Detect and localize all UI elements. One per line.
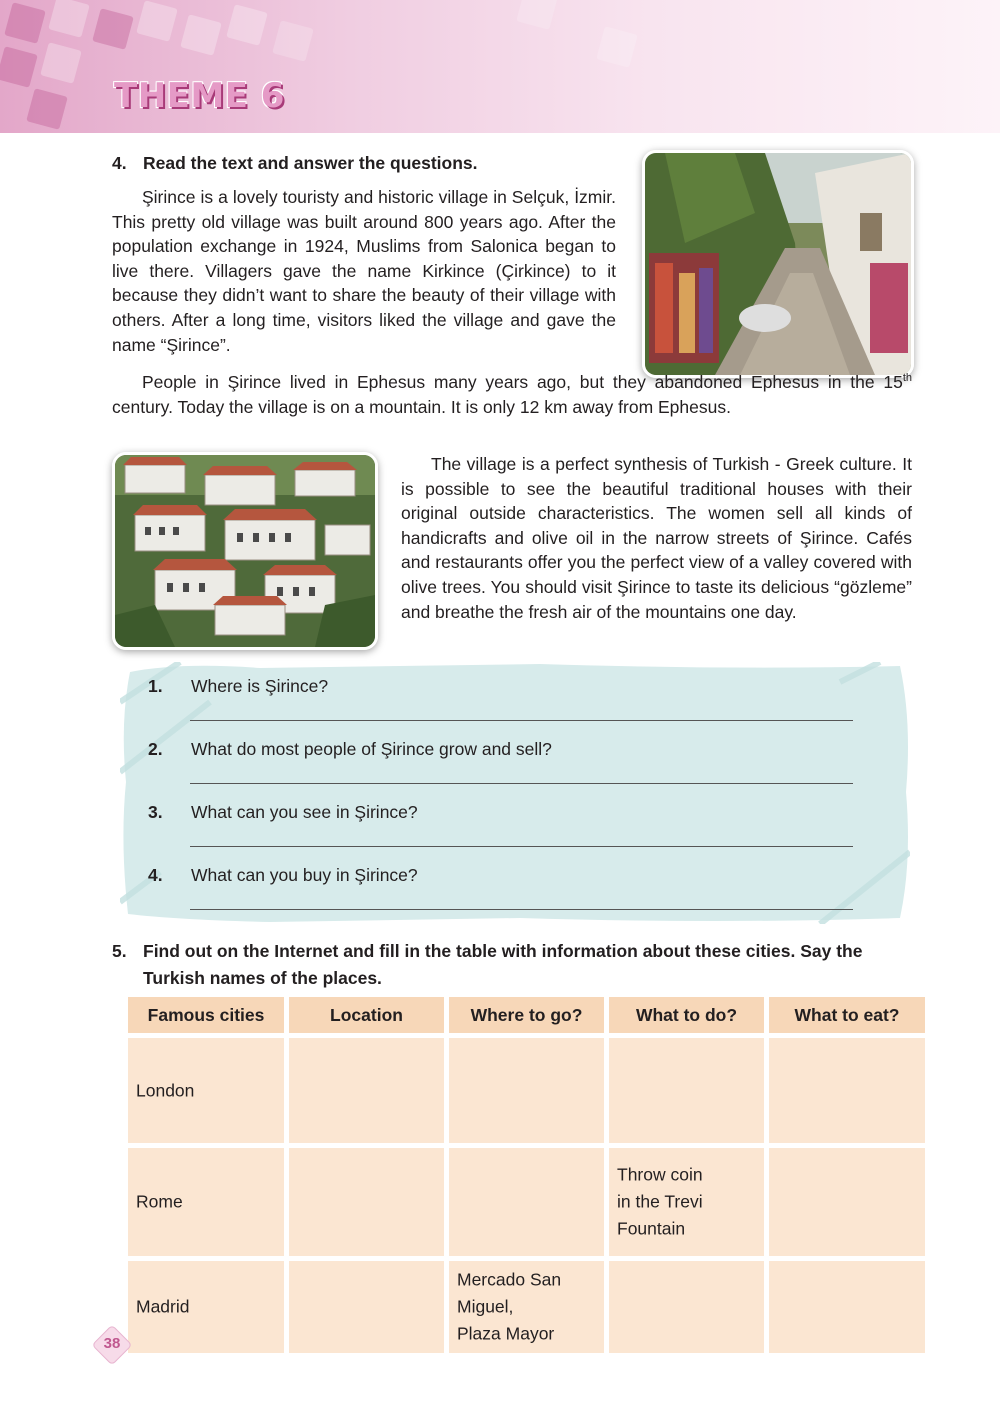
paragraph-3: The village is a perfect synthesis of Turkish - Greek culture. It is possible to see the beautiful traditional houses with their original outside characteristics. The women sell all kinds of handicrafts and olive oil in the narrow streets of Şirince. Cafés and restaurants offer you the perfect view of a valley covered with olive trees. You should visit Şirince to taste its delicious “gözleme” and breathe the fresh air of the mountains one day. <box>401 454 912 622</box>
cell-line: Plaza Mayor <box>457 1323 555 1344</box>
paragraph-2-start: People in Şirince lived in Ephesus many years ago, but they abandoned Ephesus in the 15 <box>142 372 903 392</box>
table-cell-city <box>128 1148 284 1256</box>
question-text: What can you see in Şirince? <box>191 802 418 822</box>
question-number: 1. <box>148 676 163 696</box>
answer-line-1[interactable] <box>190 720 853 721</box>
table-cell-city <box>128 1261 284 1353</box>
decor-tile <box>180 14 222 56</box>
page-header-band <box>0 0 1000 133</box>
decor-tile <box>40 42 82 84</box>
page-number-badge <box>89 1322 135 1368</box>
section-instruction-line-1: Find out on the Internet and fill in the table with information about these cities. Say the <box>143 941 863 961</box>
section-instruction-line-2: Turkish names of the places. <box>143 968 382 988</box>
question-number: 3. <box>148 802 163 822</box>
city-name: Madrid <box>136 1296 190 1317</box>
section-number: 4. <box>112 153 127 173</box>
question-text: What do most people of Şirince grow and sell? <box>191 739 552 759</box>
decor-tile <box>4 2 46 44</box>
section-number: 5. <box>112 941 127 961</box>
column-header: What to do? <box>609 997 764 1033</box>
cell-line: in the Trevi <box>617 1191 703 1212</box>
answer-line-2[interactable] <box>190 783 853 784</box>
city-name: Rome <box>136 1191 183 1212</box>
decor-tile <box>0 46 38 88</box>
table-cell-where[interactable] <box>449 1148 604 1256</box>
decor-tile <box>596 26 638 68</box>
table-cell-do[interactable] <box>609 1038 764 1143</box>
column-header: Location <box>289 997 444 1033</box>
cell-line: Miguel, <box>457 1296 514 1317</box>
decor-tile <box>516 0 558 30</box>
cell-line: Mercado San <box>457 1269 562 1290</box>
city-name: London <box>136 1080 195 1100</box>
answer-line-3[interactable] <box>190 846 853 847</box>
section-4-heading <box>112 150 632 177</box>
table-cell-where[interactable] <box>449 1038 604 1143</box>
paragraph-1: Şirince is a lovely touristy and historic village in Selçuk, İzmir. This pretty old village was built around 800 years ago. After the population exchange in 1924, Muslims from Salonica began to live there. Villagers gave the name Kirkince (Çirkince) to it because they didn’t want to share the beauty of their village with others. After a long time, visitors liked the village and gave the name “Şirince”. <box>112 187 616 355</box>
column-header: Where to go? <box>449 997 604 1033</box>
section-5-heading <box>112 938 922 992</box>
section-instruction: Read the text and answer the questions. <box>143 153 478 173</box>
cell-line: Throw coin <box>617 1164 703 1185</box>
question-text: Where is Şirince? <box>191 676 329 696</box>
paragraph-2-end: century. Today the village is on a mountain. It is only 12 km away from Ephesus. <box>112 396 731 417</box>
village-houses-photo <box>112 452 378 650</box>
decor-tile <box>48 0 90 38</box>
table-cell-location[interactable] <box>289 1038 444 1143</box>
table-cell-do[interactable] <box>609 1261 764 1353</box>
table-cell-eat[interactable] <box>769 1038 925 1143</box>
cell-text <box>617 1162 703 1243</box>
question-text: What can you buy in Şirince? <box>191 865 418 885</box>
cell-text <box>457 1267 561 1348</box>
table-cell-eat[interactable] <box>769 1148 925 1256</box>
decor-tile <box>92 8 134 50</box>
column-header: Famous cities <box>128 997 284 1033</box>
ordinal-suffix: th <box>902 372 912 385</box>
table-cell-location[interactable] <box>289 1148 444 1256</box>
decor-tile <box>136 0 178 42</box>
table-cell-where[interactable] <box>449 1261 604 1353</box>
table-cell-city <box>128 1038 284 1143</box>
decor-tile <box>272 20 314 62</box>
table-cell-do[interactable] <box>609 1148 764 1256</box>
decor-tile <box>226 4 268 46</box>
street-photo <box>642 150 914 378</box>
answer-line-4[interactable] <box>190 909 853 910</box>
decor-tile <box>26 88 68 130</box>
column-header: What to eat? <box>769 997 925 1033</box>
page-number: 38 <box>103 1335 121 1352</box>
theme-title: THEME 6 <box>114 76 285 116</box>
paragraph-2 <box>112 370 912 419</box>
table-cell-eat[interactable] <box>769 1261 925 1353</box>
question-number: 4. <box>148 865 163 885</box>
cell-line: Fountain <box>617 1218 686 1239</box>
question-number: 2. <box>148 739 163 759</box>
table-cell-location[interactable] <box>289 1261 444 1353</box>
